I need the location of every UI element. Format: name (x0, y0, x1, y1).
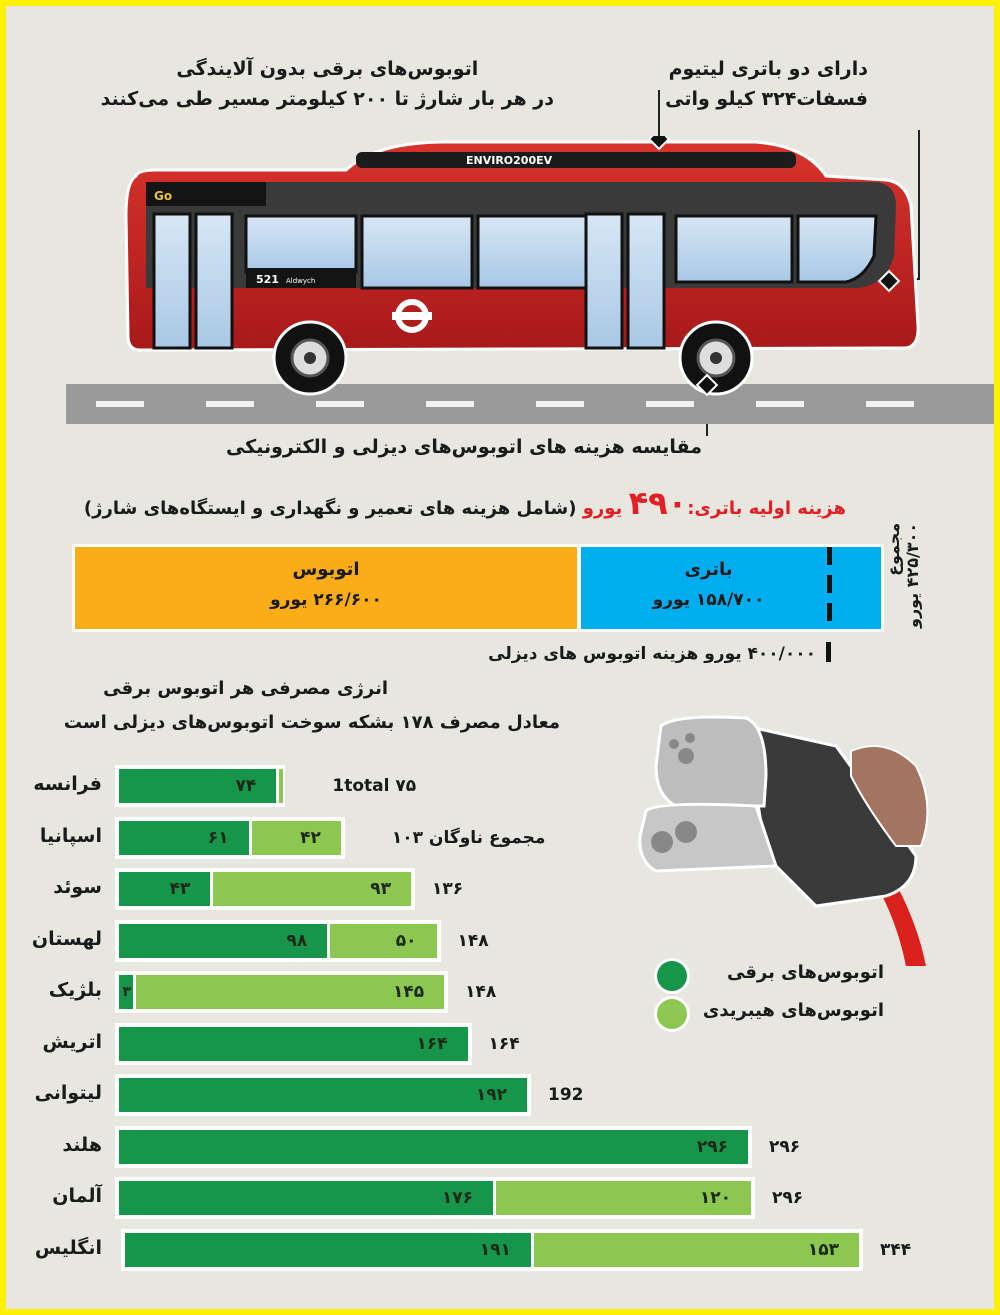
battery-segment-label: باتری (684, 559, 733, 580)
svg-text:Go: Go (154, 189, 173, 203)
bar-segment-electric (119, 769, 276, 803)
bus-segment-label: اتوبوس (292, 559, 360, 580)
bar-row (116, 1178, 754, 1218)
bar-segment-hybrid (213, 872, 411, 906)
cost-bar-battery-segment (581, 547, 881, 629)
diesel-marker-tick (826, 642, 831, 662)
bar-segment-hybrid (252, 821, 341, 855)
bar-row (116, 818, 344, 858)
callout-line: در هر بار شارژ تا ۲۰۰ کیلومتر مسیر طی می‌کنند (100, 88, 554, 110)
country-label: لیتوانی (34, 1082, 102, 1104)
bar-row (116, 1024, 471, 1064)
bar-segment-electric (119, 924, 327, 958)
bar-segment-hybrid (534, 1233, 859, 1267)
bar-value-label: ۴۳ (169, 879, 191, 899)
bar-segment-electric (119, 872, 210, 906)
bar-segment-hybrid (330, 924, 436, 958)
pointer-line-roof (658, 90, 660, 142)
country-label: هلند (62, 1133, 102, 1156)
svg-text:ENVIRO200EV: ENVIRO200EV (466, 154, 553, 167)
country-label: فرانسه (33, 773, 102, 795)
diesel-cost-note: ۴۰۰/۰۰۰ یورو هزینه اتوبوس های دیزلی (488, 644, 816, 664)
bus-segment-value: ۲۶۶/۶۰۰ یورو (270, 590, 382, 610)
bar-value-label: ۴۲ (300, 827, 321, 848)
country-label: لهستان (31, 927, 102, 950)
battery-cost-label: هزینه اولیه باتری: (687, 498, 846, 519)
bar-segment-hybrid (136, 975, 444, 1009)
bar-value-label: ۲۹۶ (696, 1136, 728, 1157)
battery-segment-value: ۱۵۸/۷۰۰ یورو (652, 590, 765, 610)
bar-value-label: ۱۹۱ (479, 1239, 511, 1260)
cost-bar-bus-segment (75, 547, 577, 629)
electric-bus-illustration (116, 136, 926, 401)
callout-line: فسفات۳۲۴ کیلو واتی (665, 88, 868, 110)
bar-segment-hybrid (496, 1181, 751, 1215)
country-label: بلژیک (48, 979, 102, 1001)
bar-value-label: ۹۳ (370, 879, 391, 899)
bar-value-label: ۳ (122, 984, 131, 1000)
country-label: اسپانیا (39, 824, 102, 847)
bar-value-label: ۱۲۰ (699, 1188, 731, 1208)
energy-note-line2: معادل مصرف ۱۷۸ بشکه سوخت اتوبوس‌های دیزلی است (63, 712, 560, 733)
bar-row (116, 1075, 530, 1115)
bar-row (116, 972, 447, 1012)
bar-row (122, 1230, 862, 1270)
battery-cost-unit: یورو (582, 498, 623, 519)
country-label: انگلیس (34, 1236, 102, 1259)
callout-battery (665, 58, 868, 110)
country-label: سوئد (53, 876, 102, 898)
charger-plug-illustration (616, 696, 946, 966)
cost-comparison-title: مقایسه هزینه های اتوبوس‌های دیزلی و الکترونیکی (225, 436, 702, 458)
bar-row (116, 1127, 751, 1167)
bar-segment-electric (119, 1078, 527, 1112)
legend-swatch-hybrid (654, 996, 690, 1032)
svg-text:521: 521 (256, 273, 279, 286)
bar-row (116, 766, 284, 806)
bar-value-label: ۶۱ (207, 827, 229, 848)
infographic (6, 6, 994, 1309)
total-label: 1total ۷۵ (332, 776, 417, 796)
bar-value-label: ۱۹۲ (475, 1085, 507, 1105)
callout-line: دارای دو باتری لیتیوم (668, 58, 868, 80)
total-cost-label: مجموع (884, 522, 903, 576)
bar-value-label: ۱۶۴ (416, 1033, 448, 1054)
bar-value-label: ۵۰ (395, 930, 417, 951)
callout-line: اتوبوس‌های برقی بدون آلایندگی (176, 58, 479, 80)
country-label: اتریش (42, 1030, 102, 1053)
legend-swatch-electric (654, 958, 690, 994)
bar-value-label: ۱۵۳ (807, 1239, 839, 1260)
bar-segment-hybrid (279, 769, 283, 803)
bar-segment-electric (119, 975, 133, 1009)
bar-segment-electric (125, 1233, 531, 1267)
battery-cost-note (84, 484, 846, 522)
chart-legend (654, 958, 904, 1034)
bar-value-label: ۱۴۵ (392, 982, 425, 1002)
country-label: آلمان (52, 1185, 102, 1207)
cost-bar (72, 544, 884, 632)
total-label: ۳۴۴ (880, 1239, 912, 1260)
bar-value-label: ۹۸ (286, 930, 308, 951)
legend-item-hybrid (654, 996, 904, 1034)
bar-value-label: ۷۴ (235, 776, 257, 796)
bar-segment-electric (119, 1130, 748, 1164)
bar-value-label: ۱۷۶ (441, 1188, 473, 1208)
total-label: ۲۹۶ (772, 1188, 804, 1208)
total-label: مجموع ناوگان ۱۰۳ (391, 827, 546, 848)
legend-label-hybrid: اتوبوس‌های هیبریدی (702, 1000, 884, 1021)
battery-cost-detail: (شامل هزینه های تعمیر و نگهداری و ایستگاه‌های شارژ) (83, 498, 577, 519)
total-label: ۱۳۶ (432, 879, 464, 899)
bar-segment-electric (119, 1181, 493, 1215)
legend-item-electric (654, 958, 904, 996)
bar-segment-electric (119, 1027, 468, 1061)
callout-emission-free (101, 58, 554, 110)
bar-segment-electric (119, 821, 249, 855)
total-label: 192 (548, 1085, 584, 1105)
energy-note-line1: انرژی مصرفی هر اتوبوس برقی (103, 678, 388, 699)
total-label: ۱۴۸ (465, 982, 497, 1002)
legend-label-electric: اتوبوس‌های برقی (726, 962, 884, 983)
total-label: ۱۶۴ (488, 1033, 520, 1054)
diesel-cost-marker (827, 547, 832, 629)
energy-note (103, 678, 388, 699)
total-cost-value: ۴۲۵/۳۰۰ یورو (903, 522, 922, 628)
bar-row (116, 921, 440, 961)
svg-text:Aldwych: Aldwych (286, 277, 316, 285)
energy-note-2 (64, 712, 560, 733)
battery-cost-value: ۴۹۰ (628, 484, 688, 522)
total-label: ۲۹۶ (769, 1136, 801, 1157)
bar-row (116, 869, 414, 909)
total-label: ۱۴۸ (457, 930, 489, 951)
total-cost (884, 523, 922, 628)
